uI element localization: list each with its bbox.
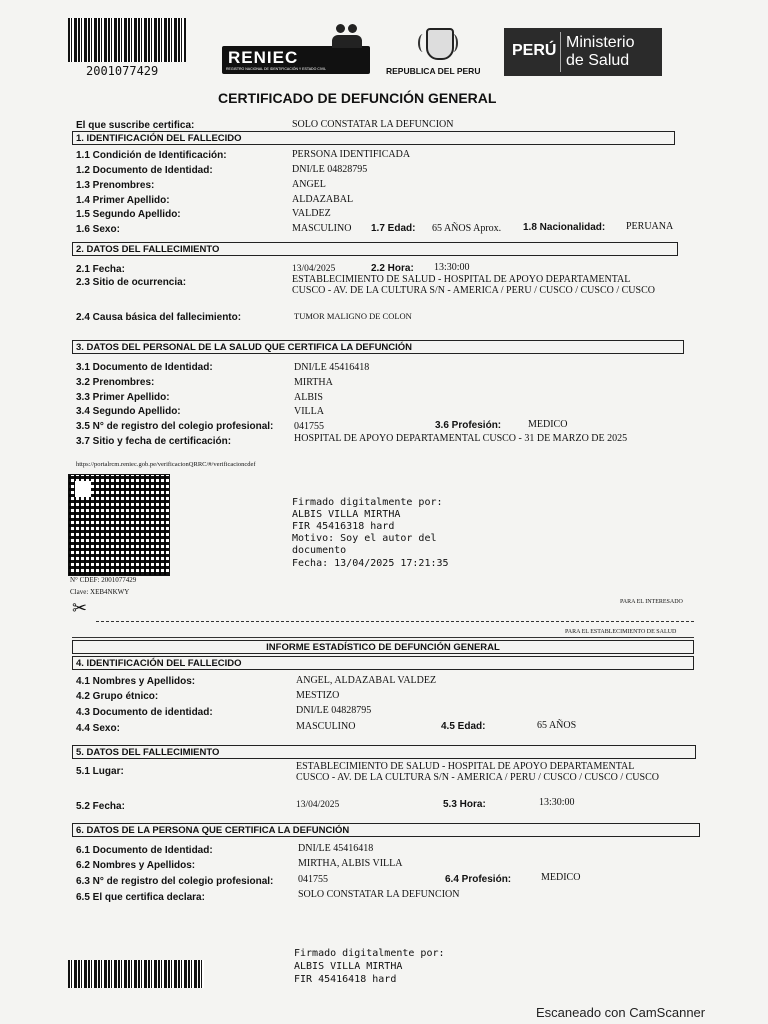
sig1-line5: documento bbox=[292, 545, 347, 556]
field-1-7-label: 1.7 Edad: bbox=[371, 223, 416, 234]
field-2-2-label: 2.2 Hora: bbox=[371, 263, 414, 274]
ministerio-text: Ministerio bbox=[566, 34, 635, 51]
field-1-2-label: 1.2 Documento de Identidad: bbox=[76, 165, 213, 176]
informe-header: INFORME ESTADÍSTICO DE DEFUNCIÓN GENERAL bbox=[72, 640, 694, 654]
suscribe-value: SOLO CONSTATAR LA DEFUNCION bbox=[292, 119, 454, 130]
field-6-2-label: 6.2 Nombres y Apellidos: bbox=[76, 860, 196, 871]
field-5-1-value-line1: ESTABLECIMIENTO DE SALUD - HOSPITAL DE APOYO DEPARTAMENTAL bbox=[296, 761, 635, 772]
field-3-3-label: 3.3 Primer Apellido: bbox=[76, 392, 170, 403]
sig1-line3: FIR 45416318 hard bbox=[292, 521, 395, 532]
field-1-3-label: 1.3 Prenombres: bbox=[76, 180, 155, 191]
bottom-barcode bbox=[68, 960, 204, 988]
field-1-6-value: MASCULINO bbox=[292, 223, 352, 234]
field-3-5-value: 041755 bbox=[294, 421, 324, 432]
field-4-3-label: 4.3 Documento de identidad: bbox=[76, 707, 213, 718]
field-3-2-label: 3.2 Prenombres: bbox=[76, 377, 155, 388]
field-3-4-label: 3.4 Segundo Apellido: bbox=[76, 406, 181, 417]
field-4-3-value: DNI/LE 04828795 bbox=[296, 705, 372, 716]
field-6-4-label: 6.4 Profesión: bbox=[445, 874, 512, 885]
cut-line-1 bbox=[96, 621, 694, 622]
para-interesado: PARA EL INTERESADO bbox=[620, 599, 683, 605]
reniec-figure-icon bbox=[332, 24, 362, 48]
field-2-3-label: 2.3 Sitio de ocurrencia: bbox=[76, 277, 187, 288]
field-3-2-value: MIRTHA bbox=[294, 377, 333, 388]
field-6-5-label: 6.5 El que certifica declara: bbox=[76, 892, 205, 903]
field-5-3-label: 5.3 Hora: bbox=[443, 799, 486, 810]
field-4-1-value: ANGEL, ALDAZABAL VALDEZ bbox=[296, 675, 437, 686]
field-4-2-value: MESTIZO bbox=[296, 690, 340, 701]
sig1-line1: Firmado digitalmente por: bbox=[292, 497, 443, 508]
sig2-line1: Firmado digitalmente por: bbox=[294, 948, 445, 959]
field-3-6-value: MEDICO bbox=[528, 419, 568, 430]
de-salud-text: de Salud bbox=[566, 52, 630, 69]
field-5-3-value: 13:30:00 bbox=[539, 797, 575, 808]
field-6-5-value: SOLO CONSTATAR LA DEFUNCION bbox=[298, 889, 460, 900]
field-2-2-value: 13:30:00 bbox=[434, 262, 470, 273]
republica-label: REPUBLICA DEL PERU bbox=[386, 66, 481, 76]
field-3-1-label: 3.1 Documento de Identidad: bbox=[76, 362, 213, 373]
camscanner-watermark: Escaneado con CamScanner bbox=[536, 1005, 706, 1020]
field-2-1-value: 13/04/2025 bbox=[292, 264, 336, 274]
field-2-1-label: 2.1 Fecha: bbox=[76, 264, 125, 275]
section-4-header: 4. IDENTIFICACIÓN DEL FALLECIDO bbox=[72, 656, 694, 670]
field-6-2-value: MIRTHA, ALBIS VILLA bbox=[298, 858, 403, 869]
field-1-2-value: DNI/LE 04828795 bbox=[292, 164, 368, 175]
field-1-8-value: PERUANA bbox=[626, 221, 674, 232]
clave: Clave: XEB4NKWY bbox=[70, 588, 130, 596]
sig2-line2: ALBIS VILLA MIRTHA bbox=[294, 961, 403, 972]
field-5-1-value-line2: CUSCO - AV. DE LA CULTURA S/N - AMERICA / PERU / CUSCO / CUSCO / CUSCO bbox=[296, 772, 659, 783]
reniec-logo bbox=[222, 46, 370, 74]
cdef-number: N° CDEF: 2001077429 bbox=[70, 576, 137, 584]
field-4-4-value: MASCULINO bbox=[296, 721, 356, 732]
field-3-5-label: 3.5 N° de registro del colegio profesional: bbox=[76, 421, 274, 432]
field-1-5-value: VALDEZ bbox=[292, 208, 331, 219]
field-1-7-value: 65 AÑOS Aprox. bbox=[432, 223, 502, 234]
field-1-3-value: ANGEL bbox=[292, 179, 326, 190]
field-1-1-label: 1.1 Condición de Identificación: bbox=[76, 150, 227, 161]
sig1-line2: ALBIS VILLA MIRTHA bbox=[292, 509, 401, 520]
field-2-4-label: 2.4 Causa básica del fallecimiento: bbox=[76, 312, 242, 323]
field-3-3-value: ALBIS bbox=[294, 392, 323, 403]
field-6-1-value: DNI/LE 45416418 bbox=[298, 843, 374, 854]
sig2-line3: FIR 45416418 hard bbox=[294, 974, 397, 985]
section-1-header: 1. IDENTIFICACIÓN DEL FALLECIDO bbox=[72, 131, 675, 145]
barcode-number: 2001077429 bbox=[86, 64, 159, 78]
field-6-3-value: 041755 bbox=[298, 874, 328, 885]
section-5-header: 5. DATOS DEL FALLECIMIENTO bbox=[72, 745, 696, 759]
sig1-line4: Motivo: Soy el autor del bbox=[292, 533, 437, 544]
field-4-1-label: 4.1 Nombres y Apellidos: bbox=[76, 676, 196, 687]
suscribe-label: El que suscribe certifica: bbox=[76, 120, 195, 131]
sig1-line6: Fecha: 13/04/2025 17:21:35 bbox=[292, 558, 449, 569]
minsa-logo bbox=[504, 28, 662, 76]
peru-text: PERÚ bbox=[512, 42, 557, 59]
reniec-subtitle: REGISTRO NACIONAL DE IDENTIFICACIÓN Y ESTADO CIVIL bbox=[226, 67, 327, 71]
field-6-4-value: MEDICO bbox=[541, 872, 581, 883]
field-1-4-label: 1.4 Primer Apellido: bbox=[76, 195, 170, 206]
field-1-8-label: 1.8 Nacionalidad: bbox=[523, 222, 606, 233]
section-3-header: 3. DATOS DEL PERSONAL DE LA SALUD QUE CERTIFICA LA DEFUNCIÓN bbox=[72, 340, 684, 354]
field-4-4-label: 4.4 Sexo: bbox=[76, 723, 120, 734]
field-2-4-value: TUMOR MALIGNO DE COLON bbox=[294, 311, 412, 321]
field-3-6-label: 3.6 Profesión: bbox=[435, 420, 502, 431]
field-1-6-label: 1.6 Sexo: bbox=[76, 224, 120, 235]
field-2-3-value-line2: CUSCO - AV. DE LA CULTURA S/N - AMERICA / PERU / CUSCO / CUSCO / CUSCO bbox=[292, 285, 655, 296]
section-6-header: 6. DATOS DE LA PERSONA QUE CERTIFICA LA DEFUNCIÓN bbox=[72, 823, 700, 837]
peru-coat-of-arms-icon bbox=[416, 20, 460, 64]
field-6-3-label: 6.3 N° de registro del colegio profesional: bbox=[76, 876, 274, 887]
field-5-1-label: 5.1 Lugar: bbox=[76, 766, 124, 777]
field-4-5-value: 65 AÑOS bbox=[537, 720, 577, 731]
reniec-logo-text: RENIEC bbox=[228, 48, 299, 67]
field-5-2-value: 13/04/2025 bbox=[296, 800, 340, 810]
field-3-7-value: HOSPITAL DE APOYO DEPARTAMENTAL CUSCO - 31 DE MARZO DE 2025 bbox=[294, 433, 628, 444]
field-5-2-label: 5.2 Fecha: bbox=[76, 801, 125, 812]
field-1-1-value: PERSONA IDENTIFICADA bbox=[292, 149, 411, 160]
field-4-2-label: 4.2 Grupo étnico: bbox=[76, 691, 159, 702]
verification-url[interactable]: https://portalrcm.reniec.gob.pe/verificacionQRRC/#/verificacioncdef bbox=[76, 461, 256, 468]
field-3-1-value: DNI/LE 45416418 bbox=[294, 362, 370, 373]
field-4-5-label: 4.5 Edad: bbox=[441, 721, 486, 732]
para-establecimiento: PARA EL ESTABLECIMIENTO DE SALUD bbox=[565, 629, 677, 635]
field-3-7-label: 3.7 Sitio y fecha de certificación: bbox=[76, 436, 232, 447]
field-2-3-value-line1: ESTABLECIMIENTO DE SALUD - HOSPITAL DE APOYO DEPARTAMENTAL bbox=[292, 274, 631, 285]
scissors-icon: ✂ bbox=[72, 598, 88, 619]
section-2-header: 2. DATOS DEL FALLECIMIENTO bbox=[72, 242, 678, 256]
field-6-1-label: 6.1 Documento de Identidad: bbox=[76, 845, 213, 856]
cut-line-2 bbox=[72, 637, 694, 638]
document-title: CERTIFICADO DE DEFUNCIÓN GENERAL bbox=[218, 90, 497, 106]
field-3-4-value: VILLA bbox=[294, 406, 324, 417]
qr-code[interactable] bbox=[68, 474, 170, 576]
top-barcode bbox=[68, 18, 186, 62]
field-1-5-label: 1.5 Segundo Apellido: bbox=[76, 209, 181, 220]
field-1-4-value: ALDAZABAL bbox=[292, 194, 354, 205]
